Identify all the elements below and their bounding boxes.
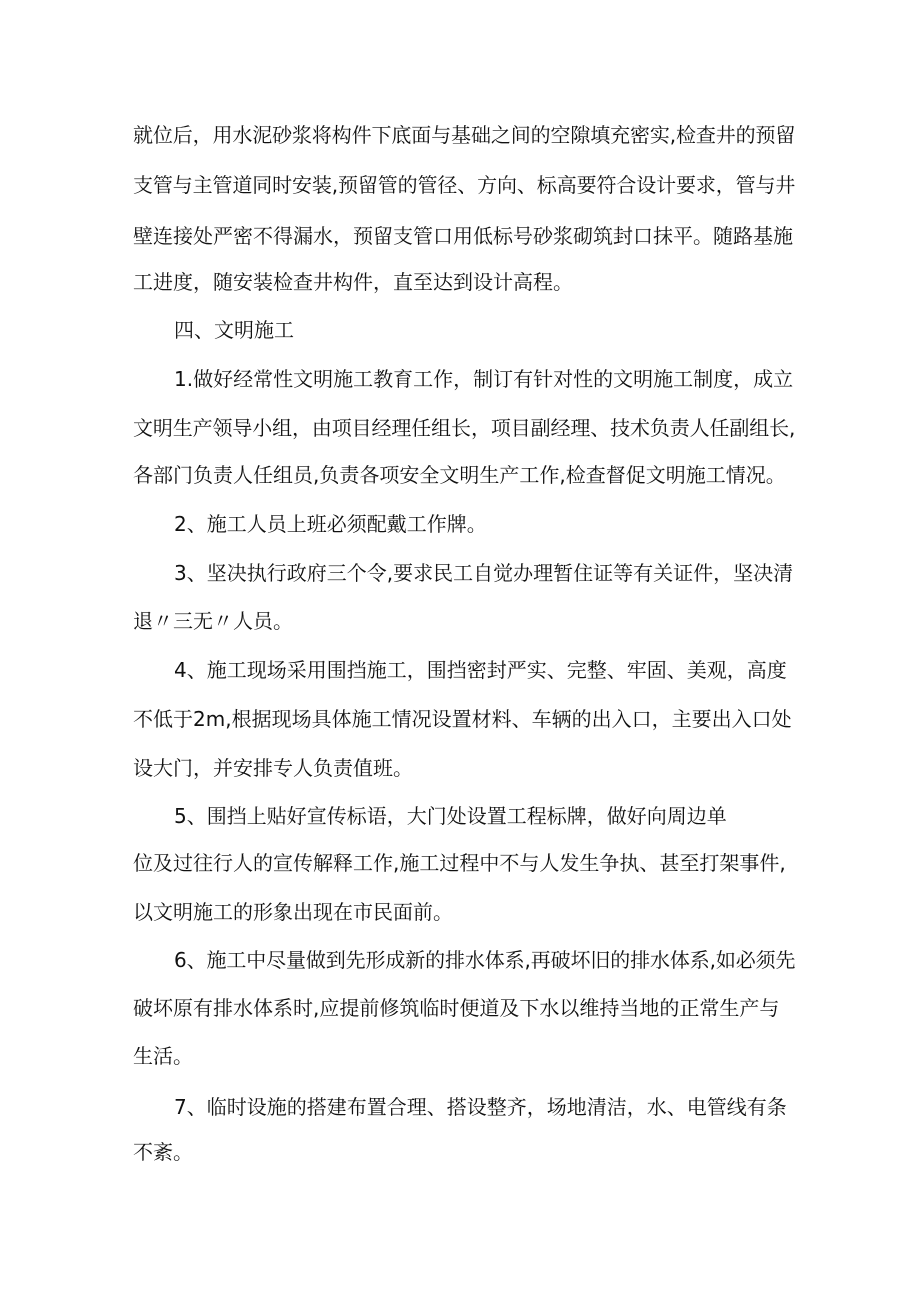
text-line: 工进度，随安装检查井构件，直至达到设计高程。 <box>133 270 573 294</box>
text-line: 3、坚决执行政府三个令,要求民工自觉办理暂住证等有关证件，坚决清 <box>174 561 794 585</box>
text-line: 支管与主管道同时安装,预留管的管径、方向、标高要符合设计要求，管与井 <box>133 173 796 197</box>
text-line: 不紊。 <box>133 1140 193 1164</box>
text-line: 文明生产领导小组，由项目经理任组长，项目副经理、技术负责人任副组长, <box>133 416 796 440</box>
text-line: 1.做好经常性文明施工教育工作，制订有针对性的文明施工制度，成立 <box>174 367 794 391</box>
section-heading: 四、文明施工 <box>174 318 294 342</box>
text-line: 不低于2m,根据现场具体施工情况设置材料、车辆的出入口，主要出入口处 <box>133 707 792 731</box>
text-line: 破坏原有排水体系时,应提前修筑临时便道及下水以维持当地的正常生产与 <box>133 996 780 1020</box>
text-line: 6、施工中尽量做到先形成新的排水体系,再破坏旧的排水体系,如必须先 <box>174 948 796 972</box>
text-line: 就位后，用水泥砂浆将构件下底面与基础之间的空隙填充密实,检查井的预留 <box>133 123 796 147</box>
text-line: 设大门，并安排专人负责值班。 <box>133 756 413 780</box>
text-line: 5、围挡上贴好宣传标语，大门处设置工程标牌，做好向周边单 <box>174 804 727 828</box>
text-line: 2、施工人员上班必须配戴工作牌。 <box>174 512 487 536</box>
text-line: 以文明施工的形象出现在市民面前。 <box>133 900 453 924</box>
text-line: 7、临时设施的搭建布置合理、搭设整齐，场地清洁，水、电管线有条 <box>174 1095 787 1119</box>
text-line: 位及过往行人的宣传解释工作,施工过程中不与人发生争执、甚至打架事件, <box>133 851 786 875</box>
text-line: 退〃三无〃人员。 <box>133 609 293 633</box>
text-line: 生活。 <box>133 1044 193 1068</box>
text-line: 各部门负责人任组员,负责各项安全文明生产工作,检查督促文明施工情况。 <box>133 463 786 487</box>
text-line: 壁连接处严密不得漏水，预留支管口用低标号砂浆砌筑封口抹平。随路基施 <box>133 224 793 248</box>
text-line: 4、施工现场采用围挡施工，围挡密封严实、完整、牢固、美观，高度 <box>174 658 787 682</box>
